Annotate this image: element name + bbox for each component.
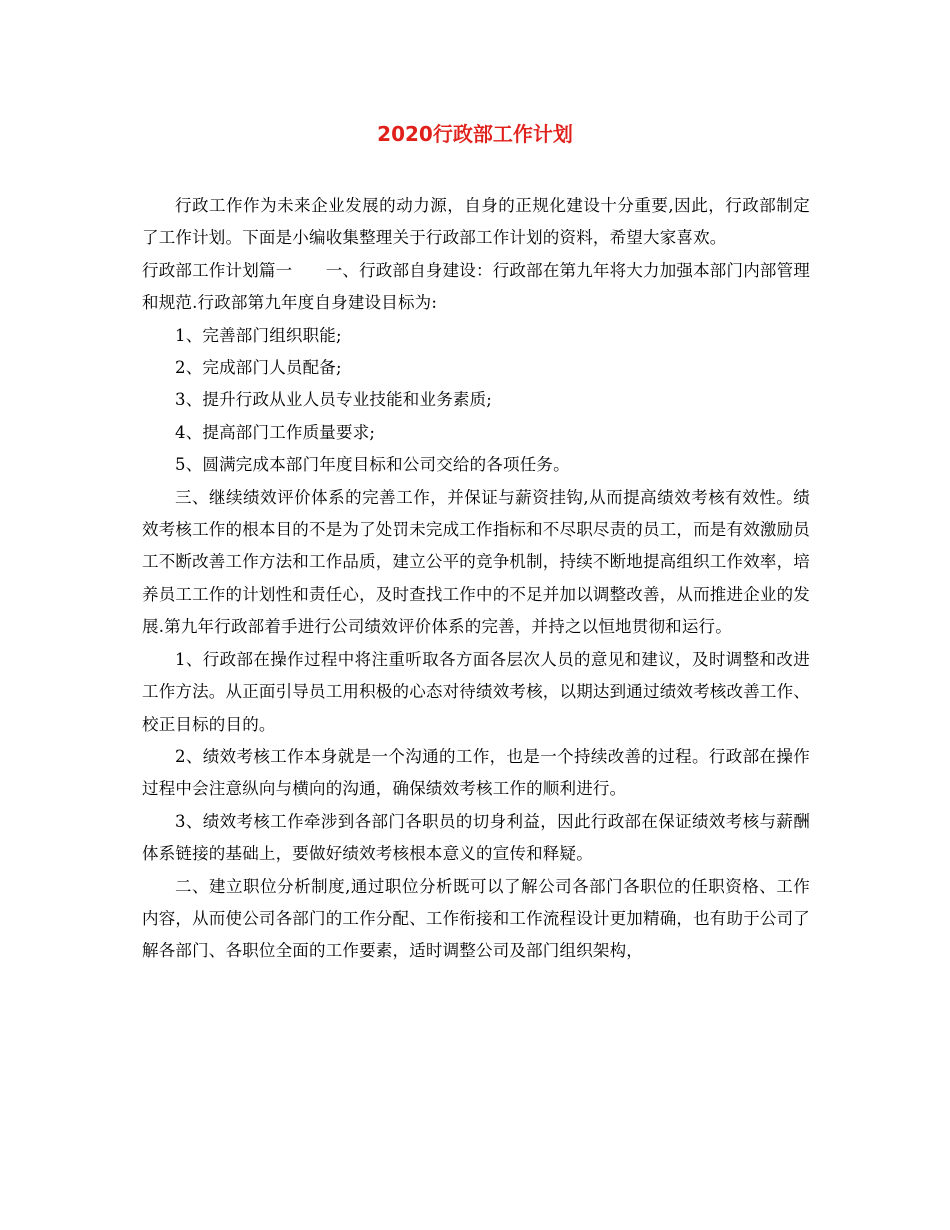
document-title: 2020行政部工作计划 — [377, 122, 573, 146]
list-item: 5、圆满完成本部门年度目标和公司交给的各项任务。 — [175, 455, 570, 475]
paragraph-performance: 三、继续绩效评价体系的完善工作，并保证与薪资挂钩,从而提高绩效考核有效性。绩效考核工作的根本目的不是为了处罚未完成工作指标和不尽职尽责的员工，而是有效激励员工不断改善工作方法和工作品质，建立公平的竞争机制，持续不断地提高组织工作效率，培养员工工作的计划性和责任心，及时查找工作中的不足并加以调整改善，从而推进企业的发展.第九年行政部着手进行公司绩效评价体系的完善，并持之以恒地贯彻和运行。 — [142, 487, 810, 637]
document-body — [142, 190, 810, 968]
paragraph-intro: 行政工作作为未来企业发展的动力源，自身的正规化建设十分重要,因此，行政部制定了工作计划。下面是小编收集整理关于行政部工作计划的资料，希望大家喜欢。 — [142, 196, 810, 248]
list-item: 2、完成部门人员配备; — [175, 358, 342, 378]
list-item: 4、提高部门工作质量要求; — [175, 422, 376, 442]
list-item: 1、完善部门组织职能; — [175, 325, 342, 345]
list-item: 3、提升行政从业人员专业技能和业务素质; — [175, 390, 493, 410]
paragraph-point-3: 3、绩效考核工作牵涉到各部门各职员的切身利益，因此行政部在保证绩效考核与薪酬体系链接的基础上，要做好绩效考核根本意义的宣传和释疑。 — [142, 811, 810, 864]
paragraph-section-one: 行政部工作计划篇一 一、行政部自身建设：行政部在第九年将大力加强本部门内部管理和规范.行政部第九年度自身建设目标为: — [142, 260, 810, 313]
paragraph-position-analysis: 二、建立职位分析制度,通过职位分析既可以了解公司各部门各职位的任职资格、工作内容，从而使公司各部门的工作分配、工作衔接和工作流程设计更加精确，也有助于公司了解各部门、各职位全面的工作要素，适时调整公司及部门组织架构， — [142, 876, 810, 961]
paragraph-point-2: 2、绩效考核工作本身就是一个沟通的工作，也是一个持续改善的过程。行政部在操作过程中会注意纵向与横向的沟通，确保绩效考核工作的顺利进行。 — [142, 746, 810, 799]
paragraph-point-1: 1、行政部在操作过程中将注重听取各方面各层次人员的意见和建议，及时调整和改进工作方法。从正面引导员工用积极的心态对待绩效考核，以期达到通过绩效考核改善工作、校正目标的目的。 — [142, 649, 810, 734]
